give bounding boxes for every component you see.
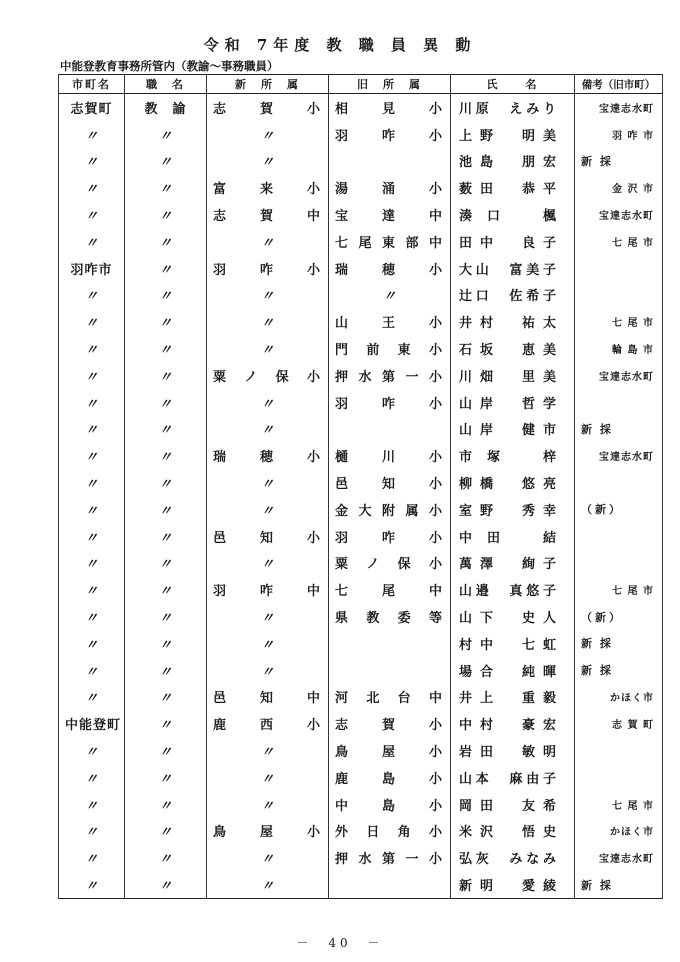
cell-old-school: 外日角小 [329,818,451,845]
cell-city: 〃 [59,523,125,550]
cell-old-school: 河北台中 [329,684,451,711]
cell-note [575,550,663,577]
cell-new-school: 〃 [207,657,329,684]
table-row [59,550,663,577]
note-text: 宝達志水町 [599,371,654,383]
cell-position: 〃 [125,201,207,228]
cell-position: 〃 [125,791,207,818]
note-text: 宝達志水町 [599,211,654,223]
cell-old-school: 粟ノ保小 [329,550,451,577]
cell-new-school: 邑 知 小 [207,523,329,550]
cell-position: 〃 [125,871,207,898]
cell-note [575,308,663,335]
cell-old-school: 山 王 小 [329,308,451,335]
cell-old-school: 金大附属小 [329,496,451,523]
table-body [59,94,663,899]
cell-city: 〃 [59,764,125,791]
cell-name: 上野 明美 [451,121,575,148]
cell-position: 〃 [125,576,207,603]
cell-old-school: 〃 [329,282,451,309]
cell-note [575,871,663,898]
note-text: 羽 咋 市 [612,130,654,142]
note-text: 金 沢 市 [612,184,654,196]
note-text: 七 尾 市 [612,237,654,249]
cell-position: 〃 [125,764,207,791]
cell-old-school: 七尾東部中 [329,228,451,255]
note-text: （新） [581,610,623,624]
table-row [59,523,663,550]
table-row [59,657,663,684]
document-subtitle: 中能登教育事務所管内（教諭～事務職員） [60,59,279,73]
cell-city: 〃 [59,416,125,443]
cell-name: 柳橋 悠亮 [451,469,575,496]
cell-position: 〃 [125,148,207,175]
cell-old-school [329,630,451,657]
note-text: 新 採 [581,878,613,892]
cell-old-school: 羽 咋 小 [329,389,451,416]
cell-city: 羽咋市 [59,255,125,282]
table-row [59,335,663,362]
cell-note [575,818,663,845]
cell-name: 山岸 健市 [451,416,575,443]
cell-position: 〃 [125,657,207,684]
cell-note [575,603,663,630]
note-text: 新 採 [581,154,613,168]
cell-city: 〃 [59,442,125,469]
cell-name: 萬澤 絢子 [451,550,575,577]
cell-new-school: 〃 [207,603,329,630]
cell-note [575,576,663,603]
cell-note [575,335,663,362]
cell-position: 教 諭 [125,94,207,121]
column-header-name: 氏 名 [451,75,575,94]
cell-old-school: 羽 咋 小 [329,121,451,148]
cell-name: 田中 良子 [451,228,575,255]
cell-old-school: 瑞 穂 小 [329,255,451,282]
cell-position: 〃 [125,603,207,630]
cell-new-school: 〃 [207,871,329,898]
column-header-position: 職 名 [125,75,207,94]
cell-new-school: 〃 [207,791,329,818]
table-row [59,148,663,175]
cell-note [575,630,663,657]
cell-city: 〃 [59,871,125,898]
table-row [59,576,663,603]
cell-name: 室野 秀幸 [451,496,575,523]
cell-note [575,121,663,148]
cell-new-school: 〃 [207,630,329,657]
note-text: 新 採 [581,422,613,436]
cell-name: 井村 祐太 [451,308,575,335]
cell-name: 辻口 佐希子 [451,282,575,309]
column-header-note: 備考（旧市町） [575,75,663,94]
cell-city: 〃 [59,201,125,228]
cell-old-school: 鹿 島 小 [329,764,451,791]
table-row [59,764,663,791]
note-text: 新 採 [581,637,613,651]
cell-name: 山本 麻由子 [451,764,575,791]
cell-old-school: 志 賀 小 [329,710,451,737]
cell-city: 〃 [59,308,125,335]
cell-name: 中村 豪宏 [451,710,575,737]
cell-note [575,174,663,201]
cell-name: 湊口 楓 [451,201,575,228]
page-number: － 40 － [296,936,384,950]
cell-new-school: 〃 [207,308,329,335]
cell-new-school: 〃 [207,121,329,148]
cell-note [575,496,663,523]
cell-new-school: 〃 [207,469,329,496]
table-row [59,174,663,201]
cell-name: 中田 結 [451,523,575,550]
cell-position: 〃 [125,228,207,255]
cell-note [575,416,663,443]
cell-old-school [329,148,451,175]
cell-city: 〃 [59,550,125,577]
cell-city: 〃 [59,362,125,389]
cell-new-school: 志 賀 小 [207,94,329,121]
table-row [59,416,663,443]
cell-name: 山邉 真悠子 [451,576,575,603]
column-header-city: 市町名 [59,75,125,94]
table-row [59,389,663,416]
table-row [59,255,663,282]
table-row [59,201,663,228]
cell-new-school: 〃 [207,228,329,255]
cell-position: 〃 [125,282,207,309]
cell-old-school: 宝 達 中 [329,201,451,228]
table-row [59,228,663,255]
cell-name: 山下 史人 [451,603,575,630]
cell-name: 弘灰 みなみ [451,844,575,871]
cell-name: 大山 富美子 [451,255,575,282]
cell-city: 〃 [59,496,125,523]
table-row [59,791,663,818]
cell-new-school: 富 来 小 [207,174,329,201]
cell-position: 〃 [125,710,207,737]
note-text: かほく市 [610,693,654,705]
cell-new-school: 粟ノ保小 [207,362,329,389]
cell-note [575,657,663,684]
cell-note [575,442,663,469]
note-text: 輪 島 市 [612,345,654,357]
cell-new-school: 〃 [207,416,329,443]
cell-name: 岡田 友希 [451,791,575,818]
cell-old-school [329,416,451,443]
cell-new-school: 〃 [207,844,329,871]
cell-city: 中能登町 [59,710,125,737]
cell-new-school: 羽 咋 小 [207,255,329,282]
cell-city: 志賀町 [59,94,125,121]
cell-note [575,148,663,175]
cell-new-school: 〃 [207,282,329,309]
cell-new-school: 邑 知 中 [207,684,329,711]
table-row [59,442,663,469]
note-text: 宝達志水町 [599,103,654,115]
cell-name: 石坂 恵美 [451,335,575,362]
note-text: 七 尾 市 [612,586,654,598]
cell-new-school: 鳥 屋 小 [207,818,329,845]
cell-old-school: 押水第一小 [329,362,451,389]
cell-city: 〃 [59,469,125,496]
cell-position: 〃 [125,684,207,711]
cell-old-school: 門前東小 [329,335,451,362]
table-row [59,630,663,657]
cell-name: 池島 朋宏 [451,148,575,175]
cell-name: 市塚 梓 [451,442,575,469]
cell-city: 〃 [59,121,125,148]
cell-city: 〃 [59,282,125,309]
cell-old-school: 押水第一小 [329,844,451,871]
cell-note [575,94,663,121]
cell-name: 山岸 哲学 [451,389,575,416]
cell-position: 〃 [125,550,207,577]
cell-note [575,684,663,711]
cell-name: 井上 重毅 [451,684,575,711]
table-row [59,737,663,764]
cell-note [575,362,663,389]
note-text: 宝達志水町 [599,452,654,464]
cell-note [575,228,663,255]
note-text: 新 採 [581,664,613,678]
cell-name: 場合 純暉 [451,657,575,684]
cell-position: 〃 [125,174,207,201]
table-row [59,469,663,496]
table-row [59,94,663,121]
table-row [59,844,663,871]
cell-city: 〃 [59,657,125,684]
cell-city: 〃 [59,818,125,845]
cell-position: 〃 [125,362,207,389]
table-row [59,308,663,335]
document-title: 令和 7年度 教 職 員 異 動 [203,36,477,54]
cell-note [575,201,663,228]
cell-new-school: 志 賀 中 [207,201,329,228]
cell-new-school: 〃 [207,764,329,791]
cell-city: 〃 [59,335,125,362]
cell-city: 〃 [59,148,125,175]
cell-position: 〃 [125,630,207,657]
cell-note [575,255,663,282]
cell-new-school: 〃 [207,148,329,175]
table-row [59,818,663,845]
cell-old-school [329,871,451,898]
cell-position: 〃 [125,442,207,469]
cell-old-school: 県教委等 [329,603,451,630]
cell-old-school [329,657,451,684]
cell-note [575,737,663,764]
cell-new-school: 羽 咋 中 [207,576,329,603]
cell-position: 〃 [125,469,207,496]
cell-city: 〃 [59,389,125,416]
cell-old-school: 邑 知 小 [329,469,451,496]
cell-position: 〃 [125,335,207,362]
note-text: 宝達志水町 [599,854,654,866]
cell-city: 〃 [59,844,125,871]
cell-position: 〃 [125,523,207,550]
cell-new-school: 鹿 西 小 [207,710,329,737]
cell-name: 川畑 里美 [451,362,575,389]
cell-note [575,389,663,416]
cell-name: 川原 えみり [451,94,575,121]
cell-old-school: 羽 咋 小 [329,523,451,550]
table-row [59,362,663,389]
note-text: （新） [581,503,623,517]
table-row [59,710,663,737]
cell-new-school: 〃 [207,496,329,523]
personnel-table [58,74,663,899]
cell-old-school: 鳥 屋 小 [329,737,451,764]
cell-name: 村中 七虹 [451,630,575,657]
cell-new-school: 〃 [207,737,329,764]
cell-city: 〃 [59,630,125,657]
cell-position: 〃 [125,496,207,523]
cell-old-school: 中 島 小 [329,791,451,818]
cell-note [575,523,663,550]
cell-city: 〃 [59,603,125,630]
cell-name: 岩田 敏明 [451,737,575,764]
cell-note [575,764,663,791]
cell-position: 〃 [125,255,207,282]
cell-position: 〃 [125,308,207,335]
cell-old-school: 湯 涌 小 [329,174,451,201]
cell-city: 〃 [59,791,125,818]
cell-city: 〃 [59,228,125,255]
cell-note [575,791,663,818]
cell-position: 〃 [125,416,207,443]
cell-position: 〃 [125,844,207,871]
table-row [59,871,663,898]
cell-old-school: 相 見 小 [329,94,451,121]
note-text: 七 尾 市 [612,800,654,812]
cell-city: 〃 [59,576,125,603]
table-row [59,282,663,309]
note-text: 七 尾 市 [612,318,654,330]
cell-position: 〃 [125,121,207,148]
cell-city: 〃 [59,174,125,201]
cell-position: 〃 [125,737,207,764]
cell-position: 〃 [125,818,207,845]
column-header-new-school: 新 所 属 [207,75,329,94]
cell-city: 〃 [59,684,125,711]
cell-name: 薮田 恭平 [451,174,575,201]
cell-position: 〃 [125,389,207,416]
cell-note [575,469,663,496]
column-header-old-school: 旧 所 属 [329,75,451,94]
cell-new-school: 〃 [207,335,329,362]
table-row [59,496,663,523]
cell-new-school: 〃 [207,389,329,416]
cell-note [575,282,663,309]
table-row [59,603,663,630]
cell-city: 〃 [59,737,125,764]
cell-note [575,844,663,871]
table-row [59,684,663,711]
cell-old-school: 樋 川 小 [329,442,451,469]
note-text: 志 賀 町 [612,720,654,732]
table-row [59,121,663,148]
cell-name: 新明 愛綾 [451,871,575,898]
cell-note [575,710,663,737]
cell-name: 米沢 悟史 [451,818,575,845]
table-header-row [59,75,663,94]
cell-old-school: 七 尾 中 [329,576,451,603]
note-text: かほく市 [610,827,654,839]
cell-new-school: 瑞 穂 小 [207,442,329,469]
cell-new-school: 〃 [207,550,329,577]
